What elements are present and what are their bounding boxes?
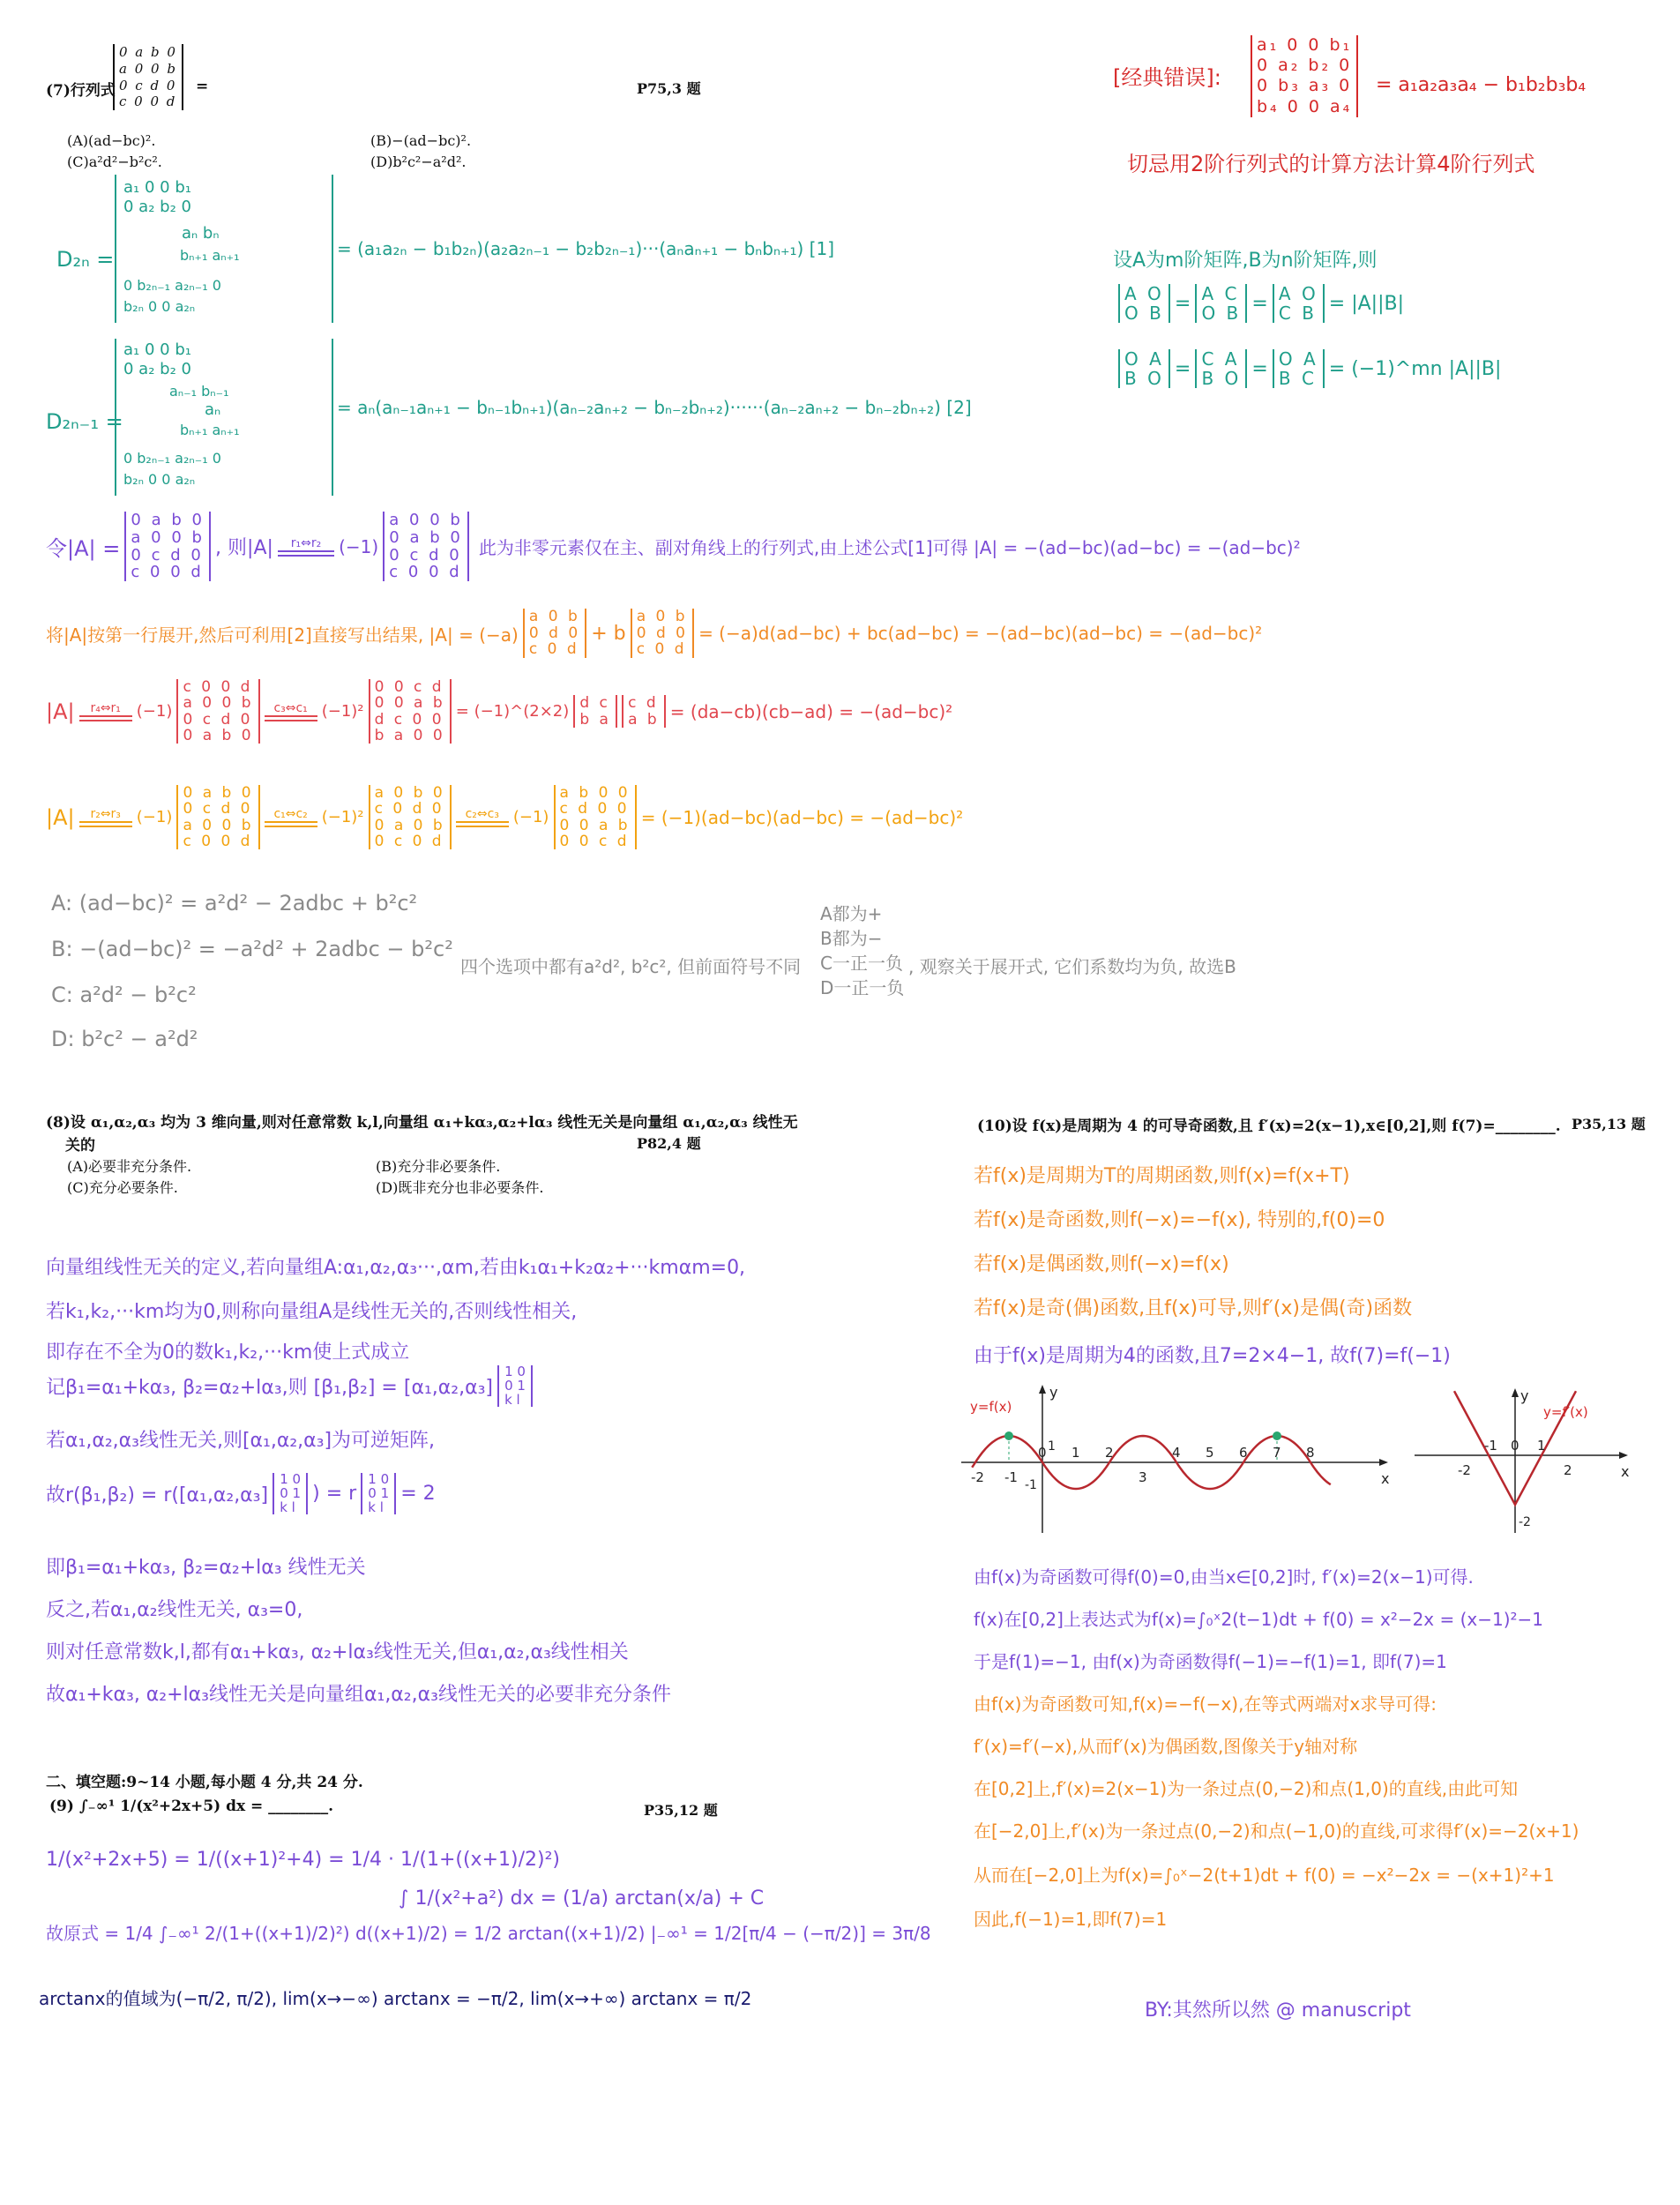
matrix-row: 0 c d 0 — [119, 77, 177, 93]
sol9-formula: ∫ 1/(x²+a²) dx = (1/a) arctan(x/a) + C — [399, 1887, 765, 1910]
q7-option-d: (D)b²c²−a²d². — [370, 153, 467, 170]
sol10-line-4: 若f(x)是奇(偶)函数,且f(x)可导,则f′(x)是偶(奇)函数 — [974, 1297, 1413, 1319]
sol8-line-7: 即β₁=α₁+kα₃, β₂=α₂+lα₃ 线性无关 — [46, 1557, 366, 1579]
matrix-row: b₂ₙ 0 0 a₂ₙ — [123, 471, 196, 488]
method1-swap: r₁⇔r₂ — [290, 536, 322, 551]
x-tick: 7 — [1273, 1445, 1281, 1461]
y-axis-arrow — [1512, 1388, 1519, 1397]
x-tick: -2 — [1458, 1462, 1471, 1478]
method1-sign: (−1) — [339, 535, 379, 557]
x-tick: 6 — [1239, 1445, 1248, 1461]
x-tick: 0 — [1038, 1445, 1047, 1461]
matrix-row: 0 b₂ₙ₋₁ a₂ₙ₋₁ 0 — [123, 450, 221, 467]
matrix-row: b₂ₙ 0 0 a₂ₙ — [123, 298, 196, 315]
sol10-b-5: f′(x)=f′(−x),从而f′(x)为偶函数,图像关于y轴对称 — [974, 1736, 1358, 1757]
q8-stem-2: 关的 — [65, 1137, 95, 1155]
matrix-row: 0 a₂ b₂ 0 — [1257, 56, 1353, 76]
signature: BY:其然所以然 @ manuscript — [1145, 1999, 1411, 2022]
x-axis-arrow — [1619, 1452, 1628, 1459]
axis-y-label: y — [1049, 1385, 1058, 1401]
classic-error-matrix — [1251, 35, 1358, 117]
axis-x-label: x — [1621, 1463, 1630, 1480]
sol10-b-4: 由f(x)为奇函数可知,f(x)=−f(−x),在等式两端对x求导可得: — [974, 1693, 1437, 1715]
q7-option-c: (C)a²d²−b²c². — [67, 153, 162, 170]
matrix-row: b₄ 0 0 a₄ — [1257, 96, 1353, 116]
block-formula-intro: 设A为m阶矩阵,B为n阶矩阵,则 — [1113, 250, 1378, 272]
q8-option-d: (D)既非充分也非必要条件. — [376, 1179, 544, 1196]
method1-prefix: 令|A| = — [46, 536, 121, 562]
sol8-line-6: 故r(β₁,β₂) = r([α₁,α₂,α₃] 1 0 0 1 k l ) = r 1 0 0 1 k l = 2 — [46, 1471, 436, 1515]
q8-stem: (8)设 α₁,α₂,α₃ 均为 3 维向量,则对任意常数 k,l,向量组 α₁+kα₃,α₂+lα₃ 线性无关是向量组 α₁,α₂,α₃ 线性无 — [46, 1114, 798, 1132]
q7-equals: = — [196, 78, 209, 95]
method1-line: 令|A| = 0 a b 0 a 0 0 b 0 c d 0 c 0 0 d , 则|A| r₁⇔r₂ (−1) a 0 0 b 0 a b 0 0 c d 0 c 0 0 d 此为非零元素仅在主、副对角线上的行列式,由上述公式[1]可得 |A| = −(ad−bc)(ad−bc) = −(ad−bc)² — [46, 511, 1301, 582]
analysis-note2: , 观察关于展开式, 它们系数均为负, 故选B — [908, 956, 1236, 977]
sol9-line-2: 故原式 = 1/4 ∫₋∞¹ 2/(1+((x+1)/2)²) d((x+1)/2) = 1/2 arctan((x+1)/2) |₋∞¹ = 1/2[π/4 − (−π/2)] = 3π/8 — [46, 1923, 931, 1944]
d2n-matrix — [115, 175, 333, 323]
sol10-b-3: 于是f(1)=−1, 由f(x)为奇函数得f(−1)=−f(1)=1, 即f(7)=1 — [974, 1651, 1447, 1672]
x-tick: 1 — [1537, 1438, 1546, 1454]
x-tick: 2 — [1105, 1445, 1114, 1461]
method4-line: |A| r₂⇔r₃ (−1) 0 a b 0 0 c d 0 a 0 0 b c 0 0 d c₁⇔c₂ (−1)² a 0 b 0 c 0 d 0 0 a 0 b 0 c 0 d c₂⇔c₃ (−1) a b 0 0 c d 0 0 0 0 a b 0 0 c d = (−1)(ad−bc)(ad−bc) = −(ad−bc)² — [46, 784, 964, 851]
block-formula-line1: A O O B = A C O B = A O C B = |A||B| — [1118, 284, 1404, 323]
axis-x-label: x — [1381, 1470, 1390, 1487]
method1-text: 此为非零元素仅在主、副对角线上的行列式,由上述公式[1]可得 |A| = −(ad−bc)(ad−bc) = −(ad−bc)² — [478, 537, 1301, 559]
q9-stem: (9) ∫₋∞¹ 1/(x²+2x+5) dx = ________. — [49, 1798, 334, 1815]
x-axis-arrow — [1379, 1459, 1388, 1466]
sol8-line-9: 则对任意常数k,l,都有α₁+kα₃, α₂+lα₃线性无关,但α₁,α₂,α₃线性相关 — [46, 1641, 629, 1663]
graph-fprime-label: y=f′(x) — [1543, 1404, 1588, 1420]
x-tick: 3 — [1139, 1469, 1147, 1485]
x-tick: 5 — [1206, 1445, 1214, 1461]
method2-text2: = (−a)d(ad−bc) + bc(ad−bc) = −(ad−bc)(ad−bc) = −(ad−bc)² — [698, 623, 1263, 645]
classic-error-result: = a₁a₂a₃a₄ − b₁b₂b₃b₄ — [1376, 74, 1587, 96]
q7-stem: (7)行列式 — [46, 82, 116, 100]
x-tick: -1 — [1004, 1469, 1018, 1485]
matrix-row: 0 b₂ₙ₋₁ a₂ₙ₋₁ 0 — [123, 277, 221, 294]
sol9-line-3: arctanx的值域为(−π/2, π/2), lim(x→−∞) arctanx = −π/2, lim(x→+∞) arctanx = π/2 — [39, 1988, 752, 2009]
x-tick: -1 — [1484, 1438, 1497, 1454]
q8-option-a: (A)必要非充分条件. — [67, 1158, 192, 1175]
matrix-row: c 0 0 d — [119, 93, 177, 110]
q10-ref: P35,13 题 — [1572, 1116, 1646, 1132]
graph-f-label: y=f(x) — [970, 1399, 1012, 1415]
matrix-row: 0 a b 0 — [119, 44, 177, 60]
x-tick: 2 — [1564, 1462, 1572, 1478]
x-tick: 4 — [1172, 1445, 1181, 1461]
analysis-note1: 四个选项中都有a²d², b²c², 但前面符号不同 — [460, 956, 802, 977]
x-tick: 8 — [1306, 1445, 1315, 1461]
x-tick: -2 — [971, 1469, 984, 1485]
matrix-row: a 0 0 b — [119, 60, 177, 77]
d2n1-result: = aₙ(aₙ₋₁aₙ₊₁ − bₙ₋₁bₙ₊₁)(aₙ₋₂aₙ₊₂ − bₙ₋₂bₙ₊₂)······(aₙ₋₂aₙ₊₂ − bₙ₋₂bₙ₊₂) [2] — [337, 397, 972, 418]
sol8-line-3: 即存在不全为0的数k₁,k₂,···km使上式成立 — [46, 1342, 410, 1364]
sol10-b-2: f(x)在[0,2]上表达式为f(x)=∫₀ˣ2(t−1)dt + f(0) = x²−2x = (x−1)²−1 — [974, 1609, 1544, 1630]
q8-option-c: (C)充分必要条件. — [67, 1179, 178, 1196]
sol8-line-1: 向量组线性无关的定义,若向量组A:α₁,α₂,α₃···,αm,若由k₁α₁+k₂α₂+···kmαm=0, — [46, 1257, 746, 1279]
d2n1-matrix — [115, 339, 333, 496]
matrix-row: 0 b₃ a₃ 0 — [1257, 76, 1353, 96]
y-tick-minus-2: -2 — [1519, 1515, 1531, 1529]
block-formula-line2: O A B O = C A B O = O A B C = (−1)^mn |A||B| — [1118, 349, 1501, 388]
analysis-sign-b: B都为− — [820, 928, 883, 949]
sol10-b-8: 从而在[−2,0]上为f(x)=∫₀ˣ−2(t+1)dt + f(0) = −x²−2x = −(x+1)²+1 — [974, 1865, 1555, 1886]
analysis-sign-d: D一正一负 — [820, 977, 905, 998]
analysis-sign-a: A都为+ — [820, 903, 883, 924]
axis-y-label: y — [1520, 1387, 1529, 1404]
matrix-row: bₙ₊₁ aₙ₊₁ — [180, 422, 240, 438]
graph-f — [958, 1385, 1390, 1535]
sol8-line-5: 若α₁,α₂,α₃线性无关,则[α₁,α₂,α₃]为可逆矩阵, — [46, 1430, 436, 1452]
x-tick: 1 — [1071, 1445, 1080, 1461]
method2-text1: 将|A|按第一行展开,然后可利用[2]直接写出结果, |A| = (−a) — [46, 624, 519, 646]
method2-line: 将|A|按第一行展开,然后可利用[2]直接写出结果, |A| = (−a) a 0 b 0 d 0 c 0 d + b a 0 b 0 d 0 c 0 d = (−a)d(ad−bc) + bc(ad−bc) = −(ad−bc)(ad−bc) = −(ad−bc)² — [46, 608, 1263, 659]
y-axis-arrow — [1039, 1385, 1046, 1394]
sol10-b-7: 在[−2,0]上,f′(x)为一条过点(0,−2)和点(−1,0)的直线,可求得f′(x)=−2(x+1) — [974, 1820, 1579, 1842]
matrix-row: 0 a₂ b₂ 0 — [123, 198, 191, 216]
matrix-row: aₙ bₙ — [182, 224, 220, 243]
q8-option-b: (B)充分非必要条件. — [376, 1158, 501, 1175]
sol8-line-4: 记β₁=α₁+kα₃, β₂=α₂+lα₃,则 [β₁,β₂] = [α₁,α₂,α₃] 1 0 0 1 k l — [46, 1365, 533, 1407]
analysis-c: C: a²d² − b²c² — [51, 983, 197, 1007]
classic-error-label: [经典错误]: — [1113, 65, 1221, 90]
matrix-row: a₁ 0 0 b₁ — [123, 340, 191, 359]
analysis-a: A: (ad−bc)² = a²d² − 2adbc + b²c² — [51, 891, 418, 916]
y-tick-minus-1: -1 — [1025, 1478, 1037, 1492]
q10-stem: (10)设 f(x)是周期为 4 的可导奇函数,且 f′(x)=2(x−1),x∈[0,2],则 f(7)=________. — [977, 1117, 1561, 1135]
d2n-result: = (a₁a₂ₙ − b₁b₂ₙ)(a₂a₂ₙ₋₁ − b₂b₂ₙ₋₁)···(aₙaₙ₊₁ − bₙbₙ₊₁) [1] — [337, 238, 835, 259]
q8-ref: P82,4 题 — [637, 1135, 701, 1152]
y-tick-1: 1 — [1048, 1439, 1056, 1454]
q7-matrix — [113, 44, 183, 110]
sol10-b-1: 由f(x)为奇函数可得f(0)=0,由当x∈[0,2]时, f′(x)=2(x−1)可得. — [974, 1566, 1474, 1588]
matrix-row: a₁ 0 0 b₁ — [123, 178, 191, 197]
sol10-b-9: 因此,f(−1)=1,即f(7)=1 — [974, 1909, 1168, 1930]
block-formula-line1-result: = |A||B| — [1328, 292, 1404, 315]
method2-plus: + b — [591, 622, 626, 645]
sol10-line-2: 若f(x)是奇函数,则f(−x)=−f(x), 特别的,f(0)=0 — [974, 1209, 1385, 1231]
block-formula-line2-result: = (−1)^mn |A||B| — [1328, 357, 1502, 380]
q9-ref: P35,12 题 — [644, 1802, 718, 1819]
q7-option-b: (B)−(ad−bc)². — [370, 132, 472, 149]
sol8-line-10: 故α₁+kα₃, α₂+lα₃线性无关是向量组α₁,α₂,α₃线性无关的必要非充分条件 — [46, 1684, 671, 1706]
fill-header: 二、填空题:9~14 小题,每小题 4 分,共 24 分. — [46, 1774, 363, 1791]
classic-error-warning: 切忌用2阶行列式的计算方法计算4阶行列式 — [1127, 152, 1535, 176]
x-tick: 0 — [1511, 1438, 1519, 1454]
q7-option-a: (A)(ad−bc)². — [67, 132, 156, 149]
sol10-line-5: 由于f(x)是周期为4的函数,且7=2×4−1, 故f(7)=f(−1) — [974, 1345, 1451, 1367]
d2n1-label: D₂ₙ₋₁ = — [46, 409, 123, 434]
analysis-b: B: −(ad−bc)² = −a²d² + 2adbc − b²c² — [51, 937, 453, 961]
analysis-sign-c: C一正一负 — [820, 953, 903, 974]
matrix-row: bₙ₊₁ aₙ₊₁ — [180, 247, 240, 264]
sol8-line-2: 若k₁,k₂,···km均为0,则称向量组A是线性无关的,否则线性相关, — [46, 1301, 578, 1323]
sol10-b-6: 在[0,2]上,f′(x)=2(x−1)为一条过点(0,−2)和点(1,0)的直线,由此可知 — [974, 1778, 1519, 1799]
method3-line: |A| r₄⇔r₁ (−1) c 0 0 d a 0 0 b 0 c d 0 0 a b 0 c₃⇔c₁ (−1)² 0 0 c d 0 0 a b d c 0 0 b a 0 0 = (−1)^(2×2) d c b a c d a b = (da−cb)(cb−ad) = −(ad−bc)² — [46, 678, 953, 745]
sol10-line-3: 若f(x)是偶函数,则f(−x)=f(x) — [974, 1253, 1229, 1275]
q7-ref: P75,3 题 — [637, 80, 701, 97]
matrix-row: aₙ₋₁ bₙ₋₁ — [169, 383, 229, 400]
matrix-row: 0 a₂ b₂ 0 — [123, 360, 191, 378]
matrix-row: a₁ 0 0 b₁ — [1257, 35, 1353, 55]
graph-fprime — [1411, 1385, 1631, 1535]
sol9-line-1: 1/(x²+2x+5) = 1/((x+1)²+4) = 1/4 · 1/(1+((x+1)/2)²) — [46, 1849, 560, 1871]
d2n-label: D₂ₙ = — [56, 247, 115, 272]
analysis-d: D: b²c² − a²d² — [51, 1027, 198, 1051]
sol8-line-8: 反之,若α₁,α₂线性无关, α₃=0, — [46, 1599, 303, 1621]
matrix-row: aₙ — [205, 400, 221, 419]
sol10-line-1: 若f(x)是周期为T的周期函数,则f(x)=f(x+T) — [974, 1165, 1350, 1187]
method1-mid: , 则|A| — [215, 537, 273, 560]
